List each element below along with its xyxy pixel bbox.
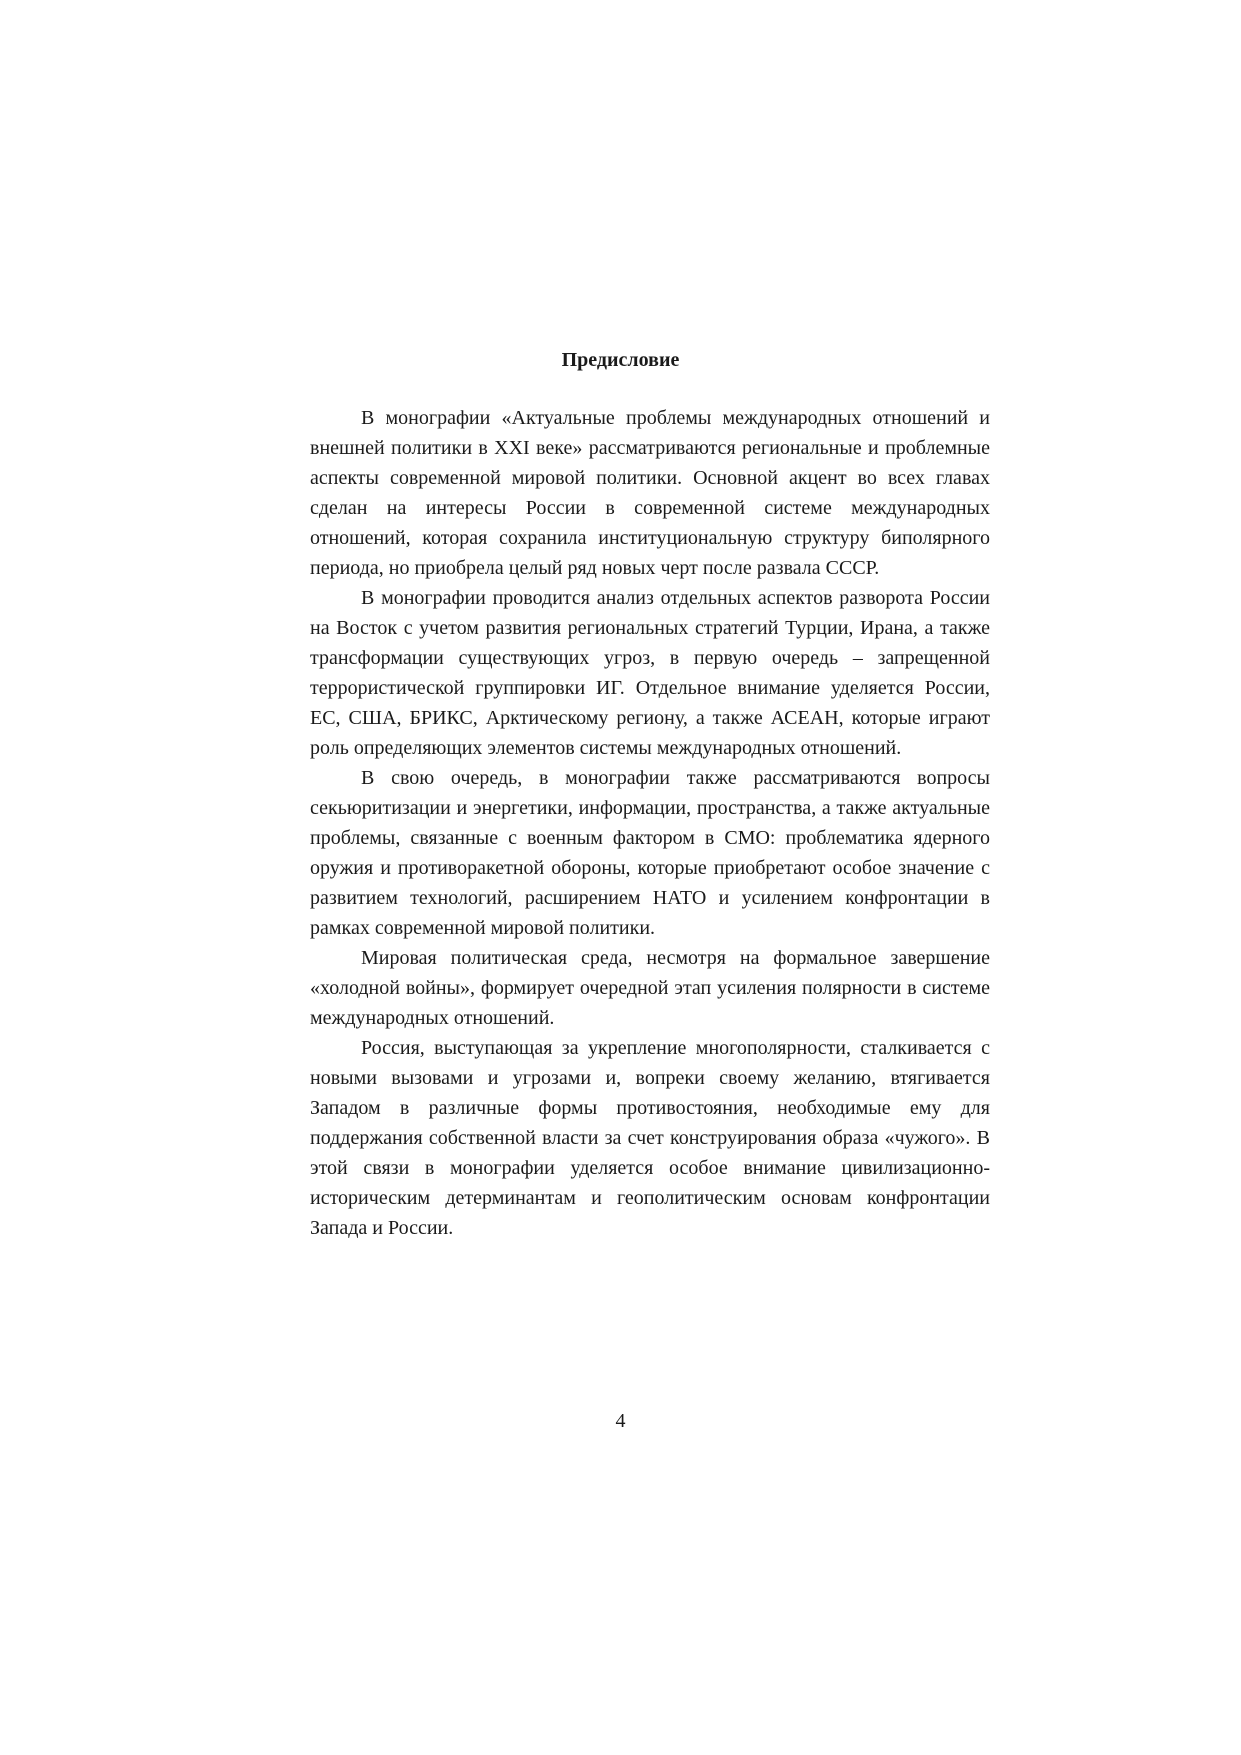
paragraph: Мировая политическая среда, несмотря на формальное завершение «холодной войны», формирует очередной этап усиления полярности в системе международных отношений. — [310, 947, 990, 1029]
page-title: Предисловие — [561, 349, 680, 371]
paragraph: В монографии «Актуальные проблемы международных отношений и внешней политики в XXI веке» рассматриваются региональные и проблемные аспекты современной мировой политики. Основной акцент во всех главах сделан на интересы России в современной системе международных отношений, которая сохранила институциональную структуру биполярного периода, но приобрела целый ряд новых черт после развала СССР. — [310, 407, 990, 579]
page-number: 4 — [615, 1410, 626, 1432]
paragraph: В свою очередь, в монографии также рассматриваются вопросы секьюритизации и энергетики, информации, пространства, а также актуальные проблемы, связанные с военным фактором в СМО: проблематика ядерного оружия и противоракетной обороны, которые приобретают особое значение с развитием технологий, расширением НАТО и усилением конфронтации в рамках современной мировой политики. — [310, 767, 990, 939]
paragraph: В монографии проводится анализ отдельных аспектов разворота России на Восток с учетом развития региональных стратегий Турции, Ирана, а также трансформации существующих угроз, в первую очередь – запрещенной террористической группировки ИГ. Отдельное внимание уделяется России, ЕС, США, БРИКС, Арктическому региону, а также АСЕАН, которые играют роль определяющих элементов системы международных отношений. — [310, 587, 990, 759]
body-text — [310, 403, 990, 1243]
paragraph: Россия, выступающая за укрепление многополярности, сталкивается с новыми вызовами и угрозами и, вопреки своему желанию, втягивается Западом в различные формы противостояния, необходимые ему для поддержания собственной власти за счет конструирования образа «чужого». В этой связи в монографии уделяется особое внимание цивилизационно-историческим детерминантам и геополитическим основам конфронтации Запада и России. — [310, 1037, 990, 1239]
